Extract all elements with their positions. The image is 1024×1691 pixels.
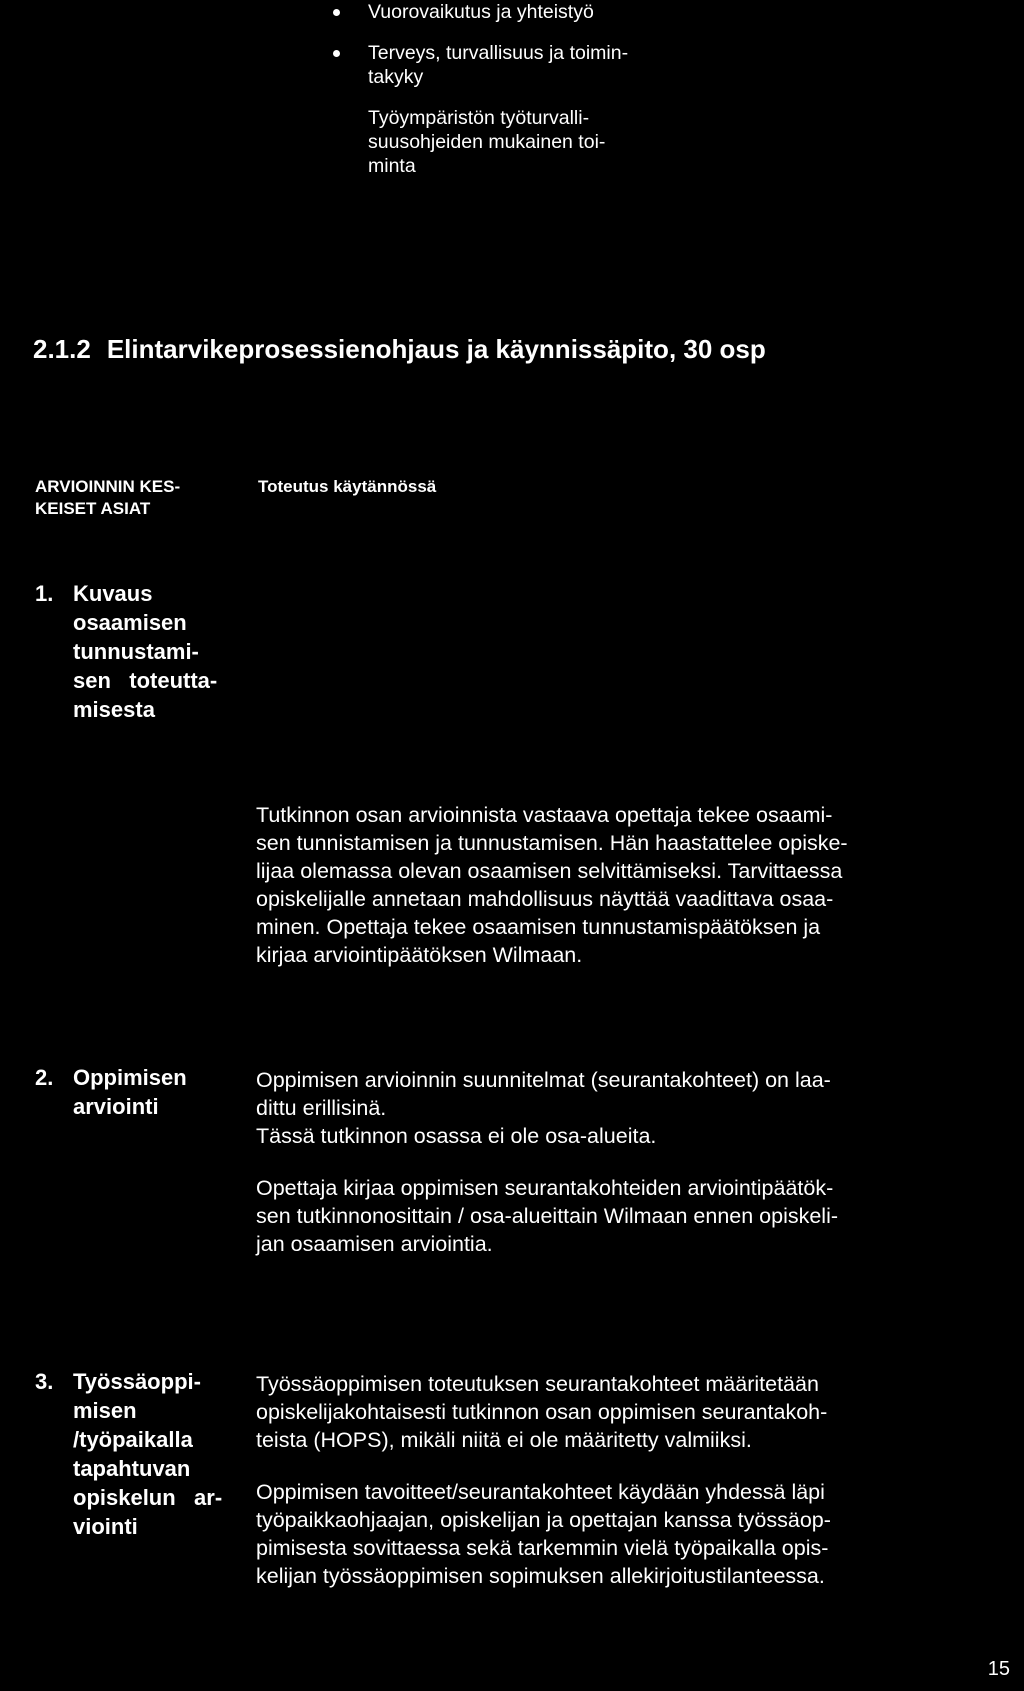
text-line: pimisesta sovittaessa sekä tarkemmin vielä työpaikalla opis-	[256, 1536, 829, 1560]
column-header-line: KEISET ASIAT	[35, 499, 151, 518]
criterion-line: /työpaikalla	[73, 1427, 193, 1452]
criterion-2-text	[256, 1066, 831, 1150]
text-line: sen tutkinnonosittain / osa-alueittain Wilmaan ennen opiskeli-	[256, 1204, 839, 1228]
page-number: 15	[987, 1658, 1010, 1680]
bullet-list	[331, 0, 691, 178]
section-heading	[33, 334, 766, 365]
text-line: kelijan työssäoppimisen sopimuksen allekirjoitustilanteessa.	[256, 1564, 825, 1588]
list-item	[331, 41, 691, 89]
sub-text-line: Työympäristön työturvalli-	[368, 107, 590, 129]
text-line: Tutkinnon osan arvioinnista vastaava opettaja tekee osaami-	[256, 803, 833, 827]
text-line: jan osaamisen arviointia.	[256, 1232, 493, 1256]
text-line: Tässä tutkinnon osassa ei ole osa-alueita.	[256, 1124, 657, 1148]
criterion-2	[35, 1064, 235, 1124]
criterion-line: Kuvaus	[73, 581, 153, 606]
criterion-line: arviointi	[73, 1094, 159, 1119]
criterion-line: viointi	[73, 1514, 138, 1539]
criterion-number: 1.	[35, 581, 54, 606]
sub-text-line: minta	[368, 155, 416, 177]
criterion-line: Työssäoppi-	[73, 1369, 201, 1394]
text-line: opiskelijakohtaisesti tutkinnon osan oppimisen seurantakoh-	[256, 1400, 828, 1424]
column-header-line: ARVIOINNIN KES-	[35, 477, 181, 496]
criterion-line: tapahtuvan	[73, 1456, 191, 1481]
text-line: työpaikkaohjaajan, opiskelijan ja opettajan kanssa työssäop-	[256, 1508, 831, 1532]
text-line: opiskelijalle annetaan mahdollisuus näyttää vaadittava osaa-	[256, 887, 834, 911]
criterion-3-text-2	[256, 1478, 831, 1590]
text-line: kirjaa arviointipäätöksen Wilmaan.	[256, 943, 583, 967]
bullet-text-line: takyky	[368, 66, 424, 88]
text-line: teista (HOPS), mikäli niitä ei ole määritetty valmiiksi.	[256, 1428, 752, 1452]
column-header-implementation: Toteutus käytännössä	[258, 477, 437, 496]
sub-text	[331, 106, 691, 178]
criterion-line: misesta	[73, 697, 155, 722]
criterion-3-text	[256, 1370, 827, 1454]
criterion-line: sen toteutta-	[73, 668, 218, 693]
text-line: lijaa olemassa olevan osaamisen selvittämiseksi. Tarvittaessa	[256, 859, 843, 883]
text-line: dittu erillisinä.	[256, 1096, 387, 1120]
section-number: 2.1.2	[33, 334, 91, 364]
text-line: Työssäoppimisen toteutuksen seurantakohteet määritetään	[256, 1372, 819, 1396]
bullet-icon	[333, 50, 340, 57]
bullet-text-line: Terveys, turvallisuus ja toimin-	[368, 42, 629, 64]
text-line: sen tunnistamisen ja tunnustamisen. Hän haastattelee opiske-	[256, 831, 848, 855]
list-item	[331, 0, 691, 24]
bullet-icon	[333, 9, 340, 16]
criterion-number: 2.	[35, 1065, 54, 1090]
text-line: Oppimisen tavoitteet/seurantakohteet käydään yhdessä läpi	[256, 1480, 825, 1504]
text-line: Opettaja kirjaa oppimisen seurantakohteiden arviointipäätök-	[256, 1176, 834, 1200]
text-line: minen. Opettaja tekee osaamisen tunnustamispäätöksen ja	[256, 915, 821, 939]
criterion-line: Oppimisen	[73, 1065, 187, 1090]
bullet-text: Vuorovaikutus ja yhteistyö	[368, 1, 594, 23]
criterion-3	[35, 1368, 235, 1548]
text-line: Oppimisen arvioinnin suunnitelmat (seurantakohteet) on laa-	[256, 1068, 831, 1092]
criterion-line: opiskelun ar-	[73, 1485, 223, 1510]
column-header-criteria	[35, 476, 180, 520]
sub-text-line: suusohjeiden mukainen toi-	[368, 131, 606, 153]
criterion-1-text	[256, 801, 848, 969]
criterion-2-text-2	[256, 1174, 838, 1258]
section-title: Elintarvikeprosessienohjaus ja käynnissäpito, 30 osp	[106, 334, 766, 364]
criterion-number: 3.	[35, 1369, 54, 1394]
criterion-line: tunnustami-	[73, 639, 199, 664]
criterion-line: misen	[73, 1398, 137, 1423]
criterion-line: osaamisen	[73, 610, 187, 635]
criterion-1	[35, 580, 235, 730]
